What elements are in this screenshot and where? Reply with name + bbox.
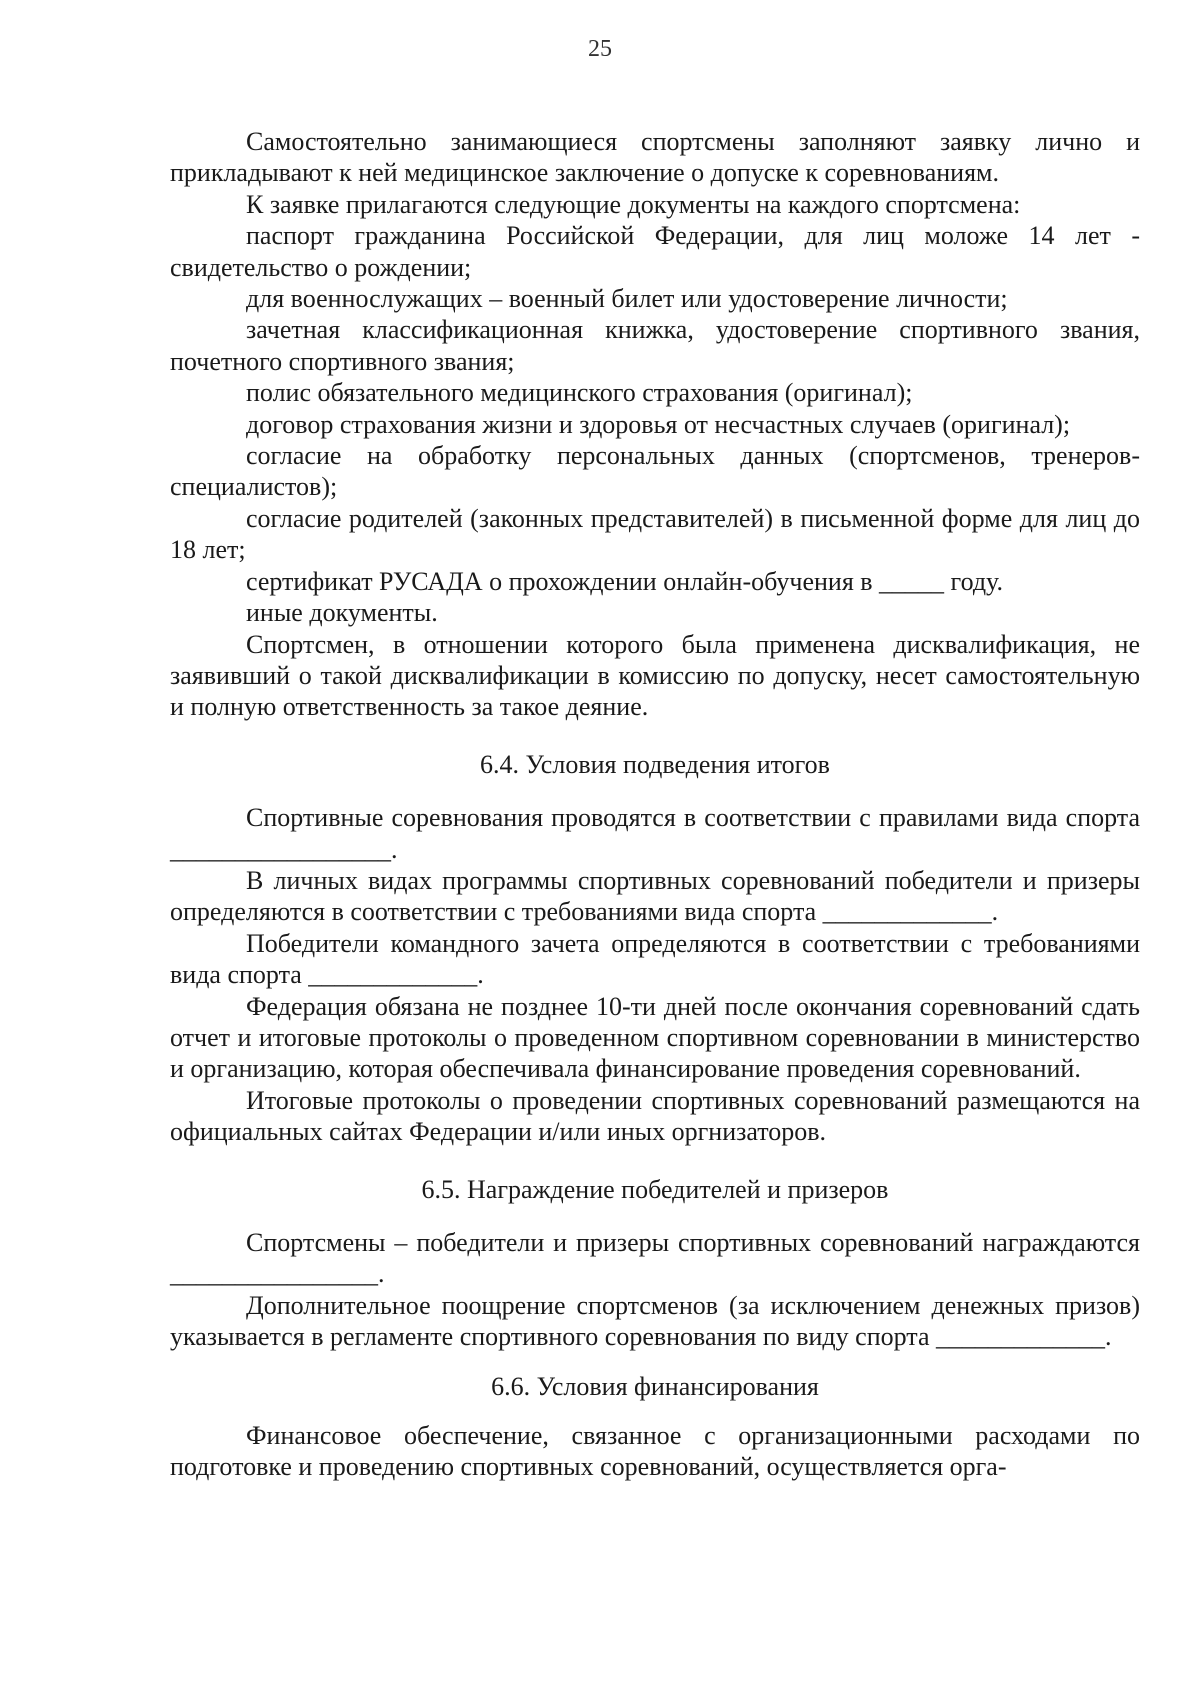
list-item-passport: паспорт гражданина Российской Федерации, для лиц моложе 14 лет - свидетельство о рождении;	[170, 221, 1140, 282]
list-item-other-documents: иные документы.	[246, 598, 438, 628]
paragraph-award-winners: Спортсмены – победители и призеры спортивных соревнований награждаются ________________.	[170, 1228, 1140, 1289]
paragraph-federation-report: Федерация обязана не позднее 10-ти дней после окончания соревнований сдать отчет и итоговые протоколы о проведенном спортивном соревновании в министерство и организацию, которая обеспечивала финансирование проведения соревнований.	[170, 991, 1140, 1084]
paragraph-financing: Финансовое обеспечение, связанное с организационными расходами по подготовке и проведению спортивных соревнований, осуществляется орга-	[170, 1421, 1140, 1482]
paragraph-individual-winners: В личных видах программы спортивных соревнований победители и призеры определяются в соответствии с требованиями вида спорта _____________.	[170, 865, 1140, 927]
document-body	[170, 126, 1140, 1483]
paragraph-documents-intro: К заявке прилагаются следующие документы на каждого спортсмена:	[246, 189, 1021, 219]
section-heading-6-5: 6.5. Награждение победителей и призеров	[421, 1174, 889, 1204]
list-item-medical-policy: полис обязательного медицинского страхования (оригинал);	[246, 378, 913, 408]
list-item-classification-book: зачетная классификационная книжка, удостоверение спортивного звания, почетного спортивного звания;	[170, 315, 1140, 376]
list-item-parental-consent: согласие родителей (законных представителей) в письменной форме для лиц до 18 лет;	[170, 503, 1140, 565]
list-item-rusada-certificate: сертификат РУСАДА о прохождении онлайн-обучения в _____ году.	[246, 566, 1003, 596]
section-heading-6-4: 6.4. Условия подведения итогов	[480, 749, 830, 779]
paragraph-competition-rules: Спортивные соревнования проводятся в соответствии с правилами вида спорта _________________.	[170, 803, 1140, 864]
paragraph-team-winners: Победители командного зачета определяются в соответствии с требованиями вида спорта _____________.	[170, 928, 1140, 990]
list-item-insurance-contract: договор страхования жизни и здоровья от несчастных случаев (оригинал);	[246, 409, 1071, 439]
section-heading-6-6: 6.6. Условия финансирования	[491, 1371, 819, 1401]
paragraph-self-training-athletes: Самостоятельно занимающиеся спортсмены заполняют заявку лично и прикладывают к ней медицинское заключение о допуске к соревнованиям.	[170, 127, 1140, 188]
list-item-military-id: для военнослужащих – военный билет или удостоверение личности;	[246, 284, 1008, 314]
paragraph-final-protocols: Итоговые протоколы о проведении спортивных соревнований размещаются на официальных сайтах Федерации и/или иных оргнизаторов.	[170, 1085, 1140, 1147]
list-item-personal-data-consent: согласие на обработку персональных данных (спортсменов, тренеров-специалистов);	[170, 441, 1140, 502]
paragraph-additional-incentives: Дополнительное поощрение спортсменов (за исключением денежных призов) указывается в регламенте спортивного соревнования по виду спорта _____________.	[170, 1290, 1140, 1352]
paragraph-disqualification: Спортсмен, в отношении которого была применена дисквалификация, не заявивший о такой дисквалификации в комиссию по допуску, несет самостоятельную и полную ответственность за такое деяние.	[170, 629, 1140, 722]
page-number: 25	[588, 36, 612, 62]
